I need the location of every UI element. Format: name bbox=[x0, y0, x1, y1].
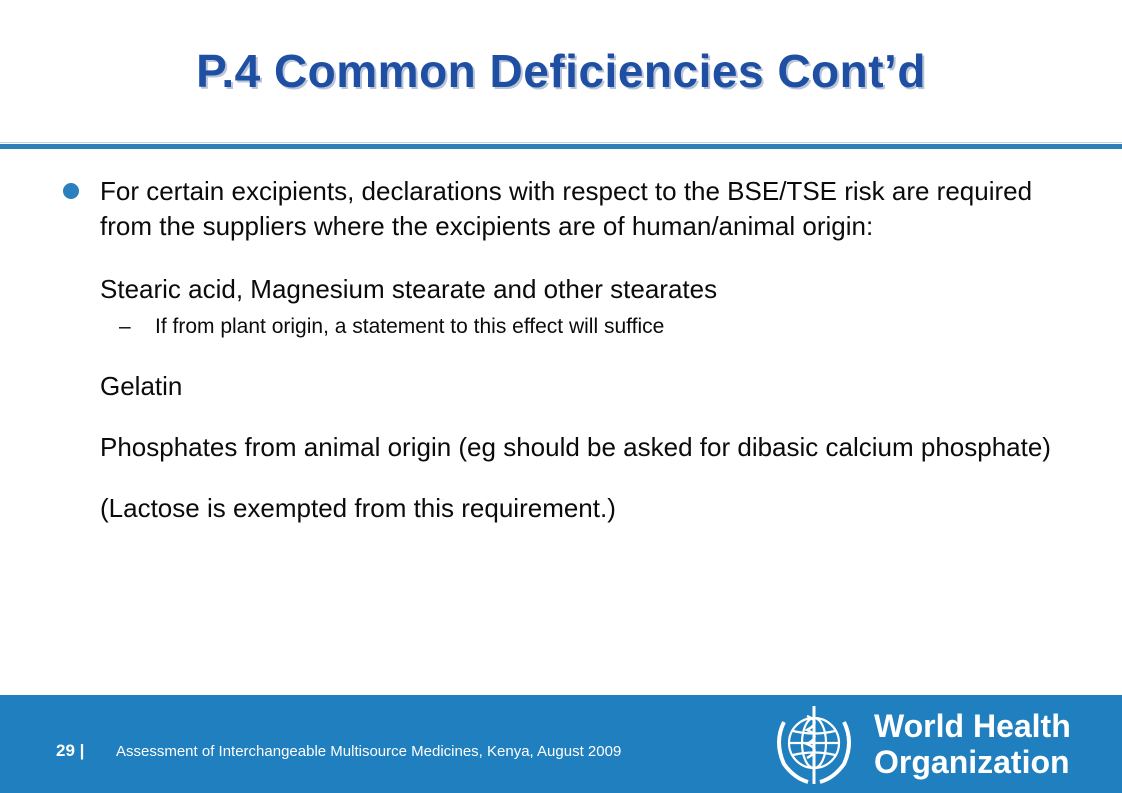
sub-item-text: If from plant origin, a statement to this effect will suffice bbox=[155, 315, 665, 338]
who-emblem-icon bbox=[762, 702, 866, 788]
title-divider-light bbox=[0, 142, 1122, 143]
slide-title: P.4 Common Deficiencies Cont’d bbox=[196, 45, 926, 97]
item-lactose-note: (Lactose is exempted from this requirement.) bbox=[100, 493, 616, 523]
bullet-item bbox=[63, 174, 1063, 244]
title-divider bbox=[0, 144, 1122, 149]
sub-item bbox=[63, 313, 1063, 341]
bullet-text: For certain excipients, declarations with respect to the BSE/TSE risk are required from the suppliers where the excipients are of human/animal origin: bbox=[100, 176, 1033, 241]
item-stearic-acid: Stearic acid, Magnesium stearate and other stearates bbox=[100, 274, 718, 304]
item-gelatin: Gelatin bbox=[100, 371, 183, 401]
dash-marker: – bbox=[119, 315, 131, 338]
who-logo-wordmark bbox=[874, 708, 1071, 780]
bullet-dot-icon bbox=[63, 183, 79, 199]
slide-body bbox=[63, 174, 1063, 526]
footer-text: Assessment of Interchangeable Multisource Medicines, Kenya, August 2009 bbox=[116, 743, 622, 760]
logo-line-1: World Health bbox=[874, 708, 1071, 744]
page-number: 29 | bbox=[56, 741, 85, 760]
item-phosphates: Phosphates from animal origin (eg should be asked for dibasic calcium phosphate) bbox=[100, 432, 1051, 462]
logo-line-2: Organization bbox=[874, 744, 1070, 780]
